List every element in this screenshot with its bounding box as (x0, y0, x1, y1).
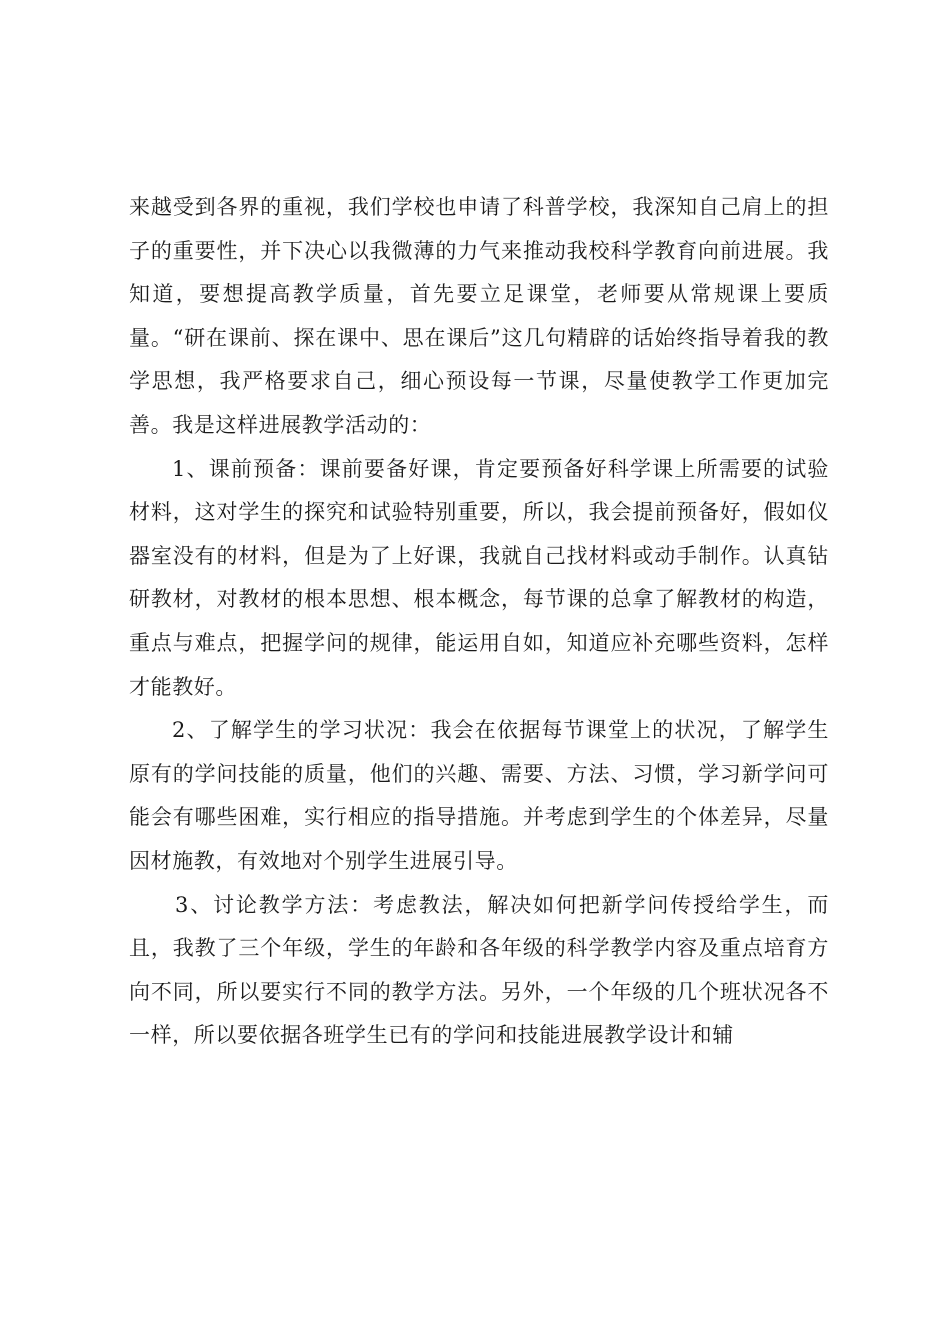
document-body (129, 186, 829, 1058)
paragraph-teaching-methods: 3、讨论教学方法：考虑教法，解决如何把新学问传授给学生，而且，我教了三个年级，学生的年龄和各年级的科学教学内容及重点培育方向不同，所以要实行不同的教学方法。另外，一个年级的几个班状况各不一样，所以要依据各班学生已有的学问和技能进展教学设计和辅 (129, 892, 829, 1048)
paragraph-intro: 来越受到各界的重视，我们学校也申请了科普学校，我深知自己肩上的担子的重要性，并下决心以我微薄的力气来推动我校科学教育向前进展。我知道，要想提高教学质量，首先要立足课堂，老师要从常规课上要质量。“研在课前、探在课中、思在课后”这几句精辟的话始终指导着我的教学思想，我严格要求自己，细心预设每一节课，尽量使教学工作更加完善。我是这样进展教学活动的： (129, 195, 829, 437)
paragraph-student-learning: 2、了解学生的学习状况：我会在依据每节课堂上的状况，了解学生原有的学问技能的质量，他们的兴趣、需要、方法、习惯，学习新学问可能会有哪些困难，实行相应的指导措施。并考虑到学生的个体差异，尽量因材施教，有效地对个别学生进展引导。 (129, 718, 829, 873)
paragraph-class-preparation: 1、课前预备：课前要备好课，肯定要预备好科学课上所需要的试验材料，这对学生的探究和试验特别重要，所以，我会提前预备好，假如仪器室没有的材料，但是为了上好课，我就自己找材料或动手制作。认真钻研教材，对教材的根本思想、根本概念，每节课的总拿了解教材的构造，重点与难点，把握学问的规律，能运用自如，知道应补充哪些资料，怎样才能教好。 (129, 456, 829, 699)
